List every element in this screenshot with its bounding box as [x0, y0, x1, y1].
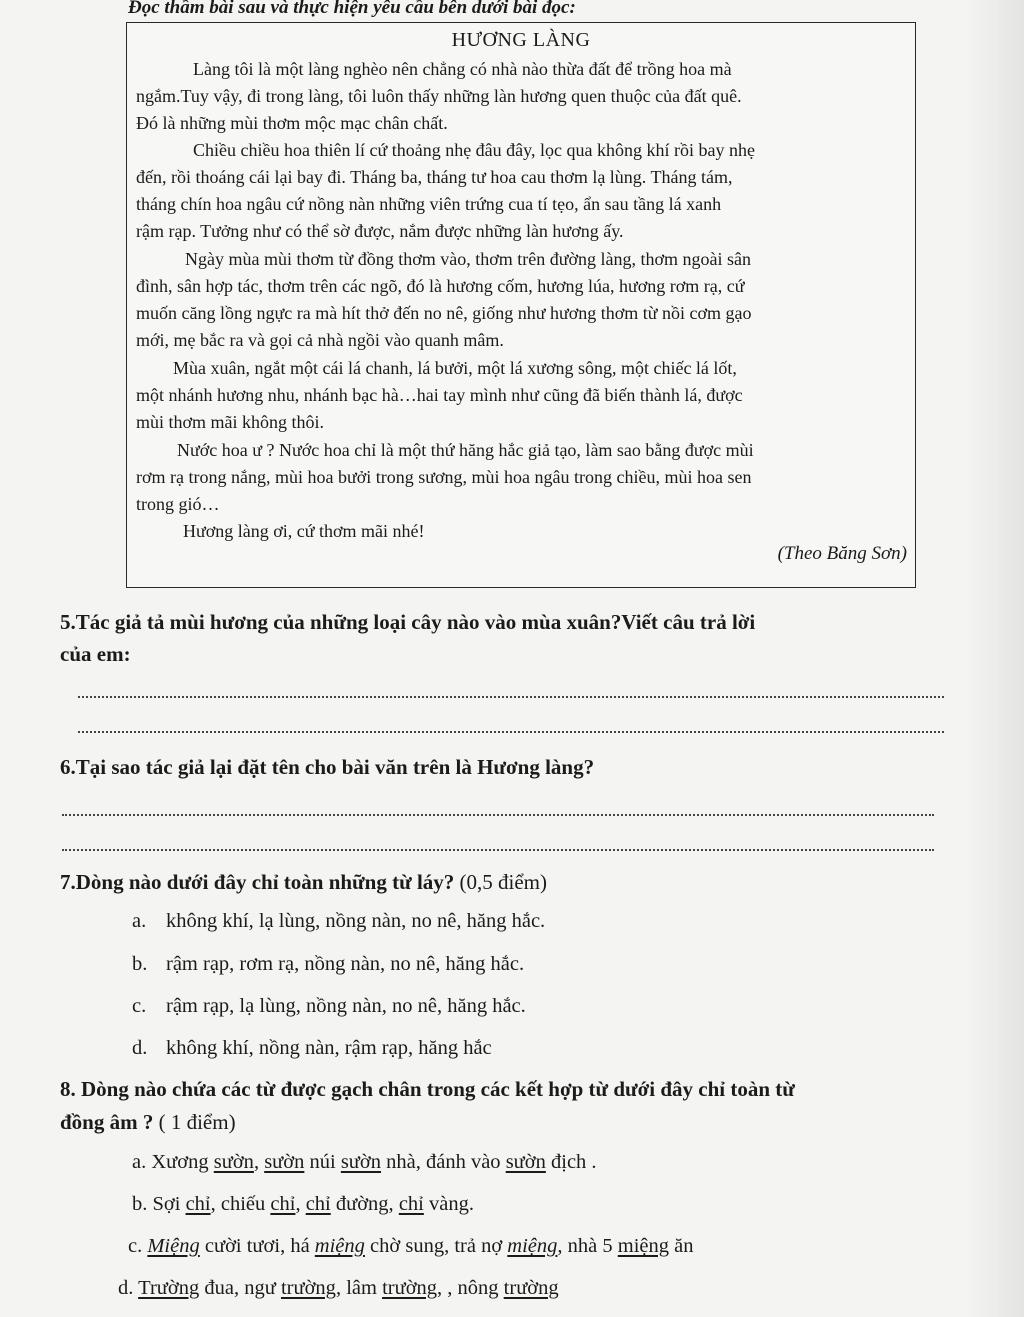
underlined-word: trường — [503, 1277, 559, 1299]
passage-title: HƯƠNG LÀNG — [451, 29, 591, 51]
underlined-word: miệng — [617, 1235, 670, 1257]
q7-option-b[interactable]: b. rậm rạp, rơm rạ, nồng nàn, no nê, hăng hắc. — [132, 953, 525, 975]
question-7-points: (0,5 điểm) — [459, 870, 548, 894]
answer-line-6a[interactable] — [62, 812, 934, 816]
q8-option-b[interactable]: b. Sợi chỉ, chiếu chỉ, chỉ đường, chỉ vàng. — [132, 1193, 474, 1215]
question-5-continuation: của em: — [60, 642, 131, 666]
answer-line-6b[interactable] — [62, 847, 934, 851]
q8-option-d[interactable]: d. Trường đua, ngư trường, lâm trường, , nông trường — [118, 1277, 559, 1299]
underlined-word: miệng — [507, 1235, 558, 1257]
q7-option-c[interactable]: c. rậm rạp, lạ lùng, nồng nàn, no nê, hăng hắc. — [132, 995, 526, 1017]
underlined-word: sườn — [340, 1151, 382, 1173]
question-8-continuation: đồng âm ? ( 1 điểm) — [60, 1110, 236, 1134]
paragraph-6: Hương làng ơi, cứ thơm mãi nhé! — [183, 521, 425, 541]
underlined-word: chỉ — [270, 1193, 296, 1215]
answer-line-5b[interactable] — [78, 729, 944, 733]
paragraph-5: Nước hoa ư ? Nước hoa chỉ là một thứ hăng hắc giả tạo, làm sao bằng được mùi rơm rạ trong nắng, mùi hoa bưởi trong sương, mùi hoa ngâu trong chiều, mùi hoa sen trong gió… — [136, 440, 754, 514]
reading-instruction: Đọc thầm bài sau và thực hiện yêu cầu bên dưới bài đọc: — [128, 0, 576, 18]
paragraph-1: Làng tôi là một làng nghèo nên chẳng có nhà nào thừa đất để trồng hoa mà ngắm.Tuy vậy, đi trong làng, tôi luôn thấy những làn hương quen thuộc của đất quê. Đó là những mùi thơm mộc mạc chân chất. — [136, 59, 742, 133]
question-8-points: ( 1 điểm) — [158, 1110, 236, 1134]
underlined-word: miệng — [314, 1235, 365, 1257]
q7-option-d[interactable]: d. không khí, nồng nàn, rậm rạp, hăng hắc — [132, 1037, 492, 1059]
underlined-word: sườn — [213, 1151, 254, 1173]
underlined-word: chỉ — [398, 1193, 424, 1215]
underlined-word: chỉ — [305, 1193, 331, 1215]
underlined-word: trường — [382, 1277, 438, 1299]
passage-source: (Theo Băng Sơn) — [777, 543, 907, 564]
question-6: 6.Tại sao tác giả lại đặt tên cho bài văn trên là Hương làng? — [60, 755, 595, 779]
question-8: 8. Dòng nào chứa các từ được gạch chân trong các kết hợp từ dưới đây chỉ toàn từ — [60, 1077, 795, 1101]
underlined-word: trường — [280, 1277, 336, 1299]
paragraph-2: Chiều chiều hoa thiên lí cứ thoảng nhẹ đâu đây, lọc qua không khí rồi bay nhẹ đến, rồi thoáng cái lại bay đi. Tháng ba, tháng tư hoa cau thơm lạ lùng. Tháng tám, tháng chín hoa ngâu cứ nồng nàn những viên trứng cua tí tẹo, ẩn sau tầng lá xanh rậm rạp. Tưởng như có thể sờ được, nắm được những làn hương ấy. — [136, 140, 755, 241]
answer-line-5a[interactable] — [78, 694, 944, 698]
underlined-word: Miệng — [147, 1235, 200, 1257]
q7-option-a[interactable]: a. không khí, lạ lùng, nồng nàn, no nê, hăng hắc. — [132, 910, 546, 932]
paragraph-4: Mùa xuân, ngắt một cái lá chanh, lá bưởi, một lá xương sông, một chiếc lá lốt, một nhánh hương nhu, nhánh bạc hà…hai tay mình như cũng đã biến thành lá, được mùi thơm mãi không thôi. — [136, 358, 743, 432]
q8-option-a[interactable]: a. Xương sườn, sườn núi sườn nhà, đánh vào sườn địch . — [132, 1151, 597, 1173]
passage-box — [126, 22, 916, 588]
question-7: 7.Dòng nào dưới đây chỉ toàn những từ láy? (0,5 điểm) — [60, 870, 548, 894]
q8-option-c[interactable]: c. Miệng cười tươi, há miệng chờ sung, trả nợ miệng, nhà 5 miệng ăn — [128, 1235, 694, 1257]
scan-edge-shadow — [964, 0, 1024, 1317]
underlined-word: sườn — [264, 1151, 305, 1173]
underlined-word: Trường — [138, 1277, 200, 1299]
underlined-word: sườn — [505, 1151, 546, 1173]
question-5: 5.Tác giả tả mùi hương của những loại cây nào vào mùa xuân?Viết câu trả lời — [60, 610, 756, 634]
paragraph-3: Ngày mùa mùi thơm từ đồng thơm vào, thơm trên đường làng, thơm ngoài sân đình, sân hợp tác, thơm trên các ngõ, đó là hương cốm, hương lúa, hương rơm rạ, cứ muốn căng lồng ngực ra mà hít thở đến no nê, giống như hương thơm từ nồi cơm gạo mới, mẹ bắc ra và gọi cả nhà ngồi vào quanh mâm. — [136, 249, 752, 350]
underlined-word: chỉ — [185, 1193, 211, 1215]
